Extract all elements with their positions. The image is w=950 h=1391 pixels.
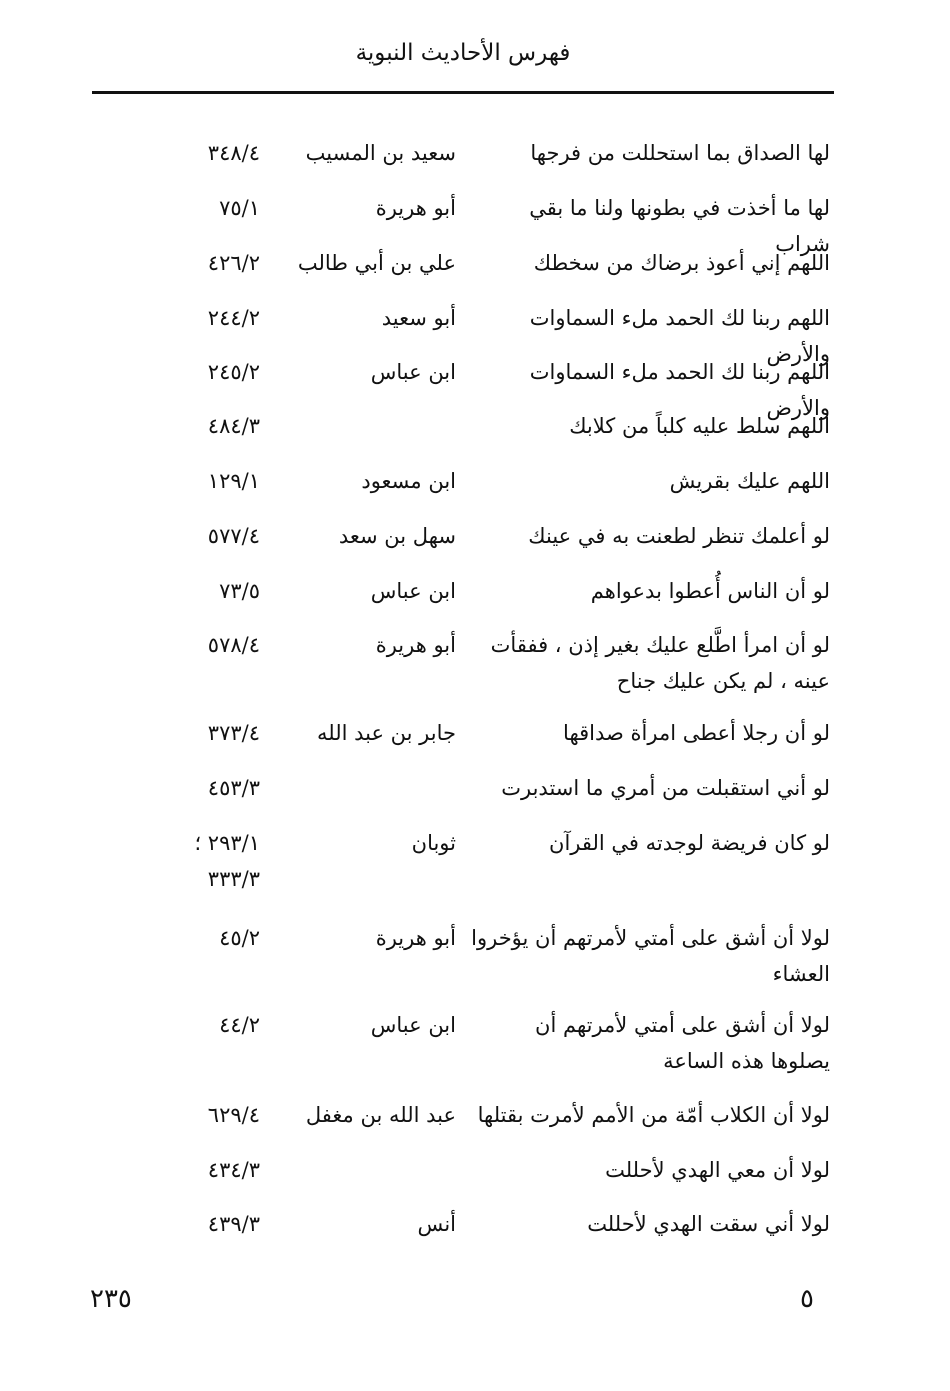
reference-line: ٣٧٣/٤ bbox=[207, 721, 260, 745]
hadith-text: اللهم سلط عليه كلباً من كلابك bbox=[569, 414, 830, 438]
volume-number: ٥ bbox=[800, 1284, 814, 1314]
reference-line: ١٢٩/١ bbox=[207, 469, 260, 493]
page-title: فهرس الأحاديث النبوية bbox=[355, 40, 571, 66]
hadith-text: لو أن امرأ اطَّلع عليك بغير إذن ، ففقأت عينه ، لم يكن عليك جناح bbox=[490, 633, 830, 693]
reference-line: ٤٨٤/٣ bbox=[207, 414, 260, 438]
hadith-text: لولا أني سقت الهدي لأحللت bbox=[587, 1212, 830, 1236]
hadith-text: لها الصداق بما استحللت من فرجها bbox=[530, 141, 830, 165]
hadith-text: لو أن الناس أُعطوا بدعواهم bbox=[590, 579, 830, 603]
hadith-text: اللهم عليك بقريش bbox=[669, 469, 830, 493]
narrator-name: عبد الله بن مغفل bbox=[305, 1103, 456, 1127]
narrator-name: ابن عباس bbox=[370, 579, 456, 603]
hadith-text: اللهم ربنا لك الحمد ملء السماوات والأرض bbox=[529, 306, 830, 366]
reference-line: ٢٤٥/٢ bbox=[207, 360, 260, 384]
reference bbox=[140, 408, 260, 444]
reference bbox=[140, 770, 260, 806]
narrator-name: سعيد بن المسيب bbox=[305, 141, 456, 165]
narrator-name: ابن مسعود bbox=[361, 469, 456, 493]
reference bbox=[140, 300, 260, 336]
reference-line: ٤٥/٢ bbox=[219, 926, 260, 950]
reference bbox=[140, 1097, 260, 1133]
reference bbox=[140, 715, 260, 751]
narrator-name: أبو هريرة bbox=[375, 633, 456, 657]
reference-line: ٣٤٨/٤ bbox=[207, 141, 260, 165]
hadith-text: اللهم إني أعوذ برضاك من سخطك bbox=[533, 251, 830, 275]
reference bbox=[140, 354, 260, 390]
reference bbox=[140, 1007, 260, 1043]
hadith-text: لولا أن الكلاب أمّة من الأمم لأمرت بقتلها bbox=[477, 1103, 830, 1127]
narrator-name: ثوبان bbox=[411, 831, 456, 855]
reference bbox=[140, 573, 260, 609]
hadith-text: اللهم ربنا لك الحمد ملء السماوات والأرض bbox=[529, 360, 830, 420]
reference-line: ٧٥/١ bbox=[219, 196, 260, 220]
hadith-text: لو أن رجلا أعطى امرأة صداقها bbox=[563, 721, 830, 745]
reference bbox=[140, 825, 260, 897]
narrator-name: ابن عباس bbox=[370, 1013, 456, 1037]
reference bbox=[140, 1206, 260, 1242]
reference bbox=[140, 135, 260, 171]
narrator-name: ابن عباس bbox=[370, 360, 456, 384]
reference-line: ٥٧٨/٤ bbox=[207, 633, 260, 657]
narrator-name: جابر بن عبد الله bbox=[316, 721, 456, 745]
reference-line: ٧٣/٥ bbox=[219, 579, 260, 603]
reference-line: ٣٣٣/٣ bbox=[207, 867, 260, 891]
narrator-name: أبو سعيد bbox=[381, 306, 456, 330]
reference-line: ٤٢٦/٢ bbox=[207, 251, 260, 275]
reference bbox=[140, 463, 260, 499]
narrator-name: سهل بن سعد bbox=[338, 524, 456, 548]
reference-line: ٥٧٧/٤ bbox=[207, 524, 260, 548]
reference bbox=[140, 190, 260, 226]
hadith-text: لها ما أخذت في بطونها ولنا ما بقي شراب bbox=[529, 196, 830, 256]
reference-line: ٤٥٣/٣ bbox=[207, 776, 260, 800]
reference bbox=[140, 627, 260, 663]
page-number: ٢٣٥ bbox=[90, 1284, 132, 1314]
reference bbox=[140, 920, 260, 956]
hadith-text: لولا أن أشق على أمتي لأمرتهم أن يؤخروا العشاء bbox=[471, 926, 830, 986]
narrator-name: علي بن أبي طالب bbox=[297, 251, 456, 275]
reference-line: ٢٩٣/١ ؛ bbox=[194, 831, 260, 855]
reference-line: ٤٣٩/٣ bbox=[207, 1212, 260, 1236]
hadith-text: لو أني استقبلت من أمري ما استدبرت bbox=[501, 776, 830, 800]
reference bbox=[140, 1152, 260, 1188]
reference-line: ٦٢٩/٤ bbox=[207, 1103, 260, 1127]
narrator-name: أبو هريرة bbox=[375, 926, 456, 950]
reference-line: ٤٤/٢ bbox=[219, 1013, 260, 1037]
reference bbox=[140, 245, 260, 281]
reference-line: ٢٤٤/٢ bbox=[207, 306, 260, 330]
narrator-name: أنس bbox=[417, 1212, 456, 1236]
reference-line: ٤٣٤/٣ bbox=[207, 1158, 260, 1182]
hadith-text: لو أعلمك تنظر لطعنت به في عينك bbox=[528, 524, 830, 548]
hadith-text: لولا أن أشق على أمتي لأمرتهم أن يصلوها هذه الساعة bbox=[535, 1013, 830, 1073]
reference bbox=[140, 518, 260, 554]
hadith-text: لو كان فريضة لوجدته في القرآن bbox=[549, 831, 830, 855]
hadith-text: لولا أن معي الهدي لأحللت bbox=[605, 1158, 830, 1182]
narrator-name: أبو هريرة bbox=[375, 196, 456, 220]
